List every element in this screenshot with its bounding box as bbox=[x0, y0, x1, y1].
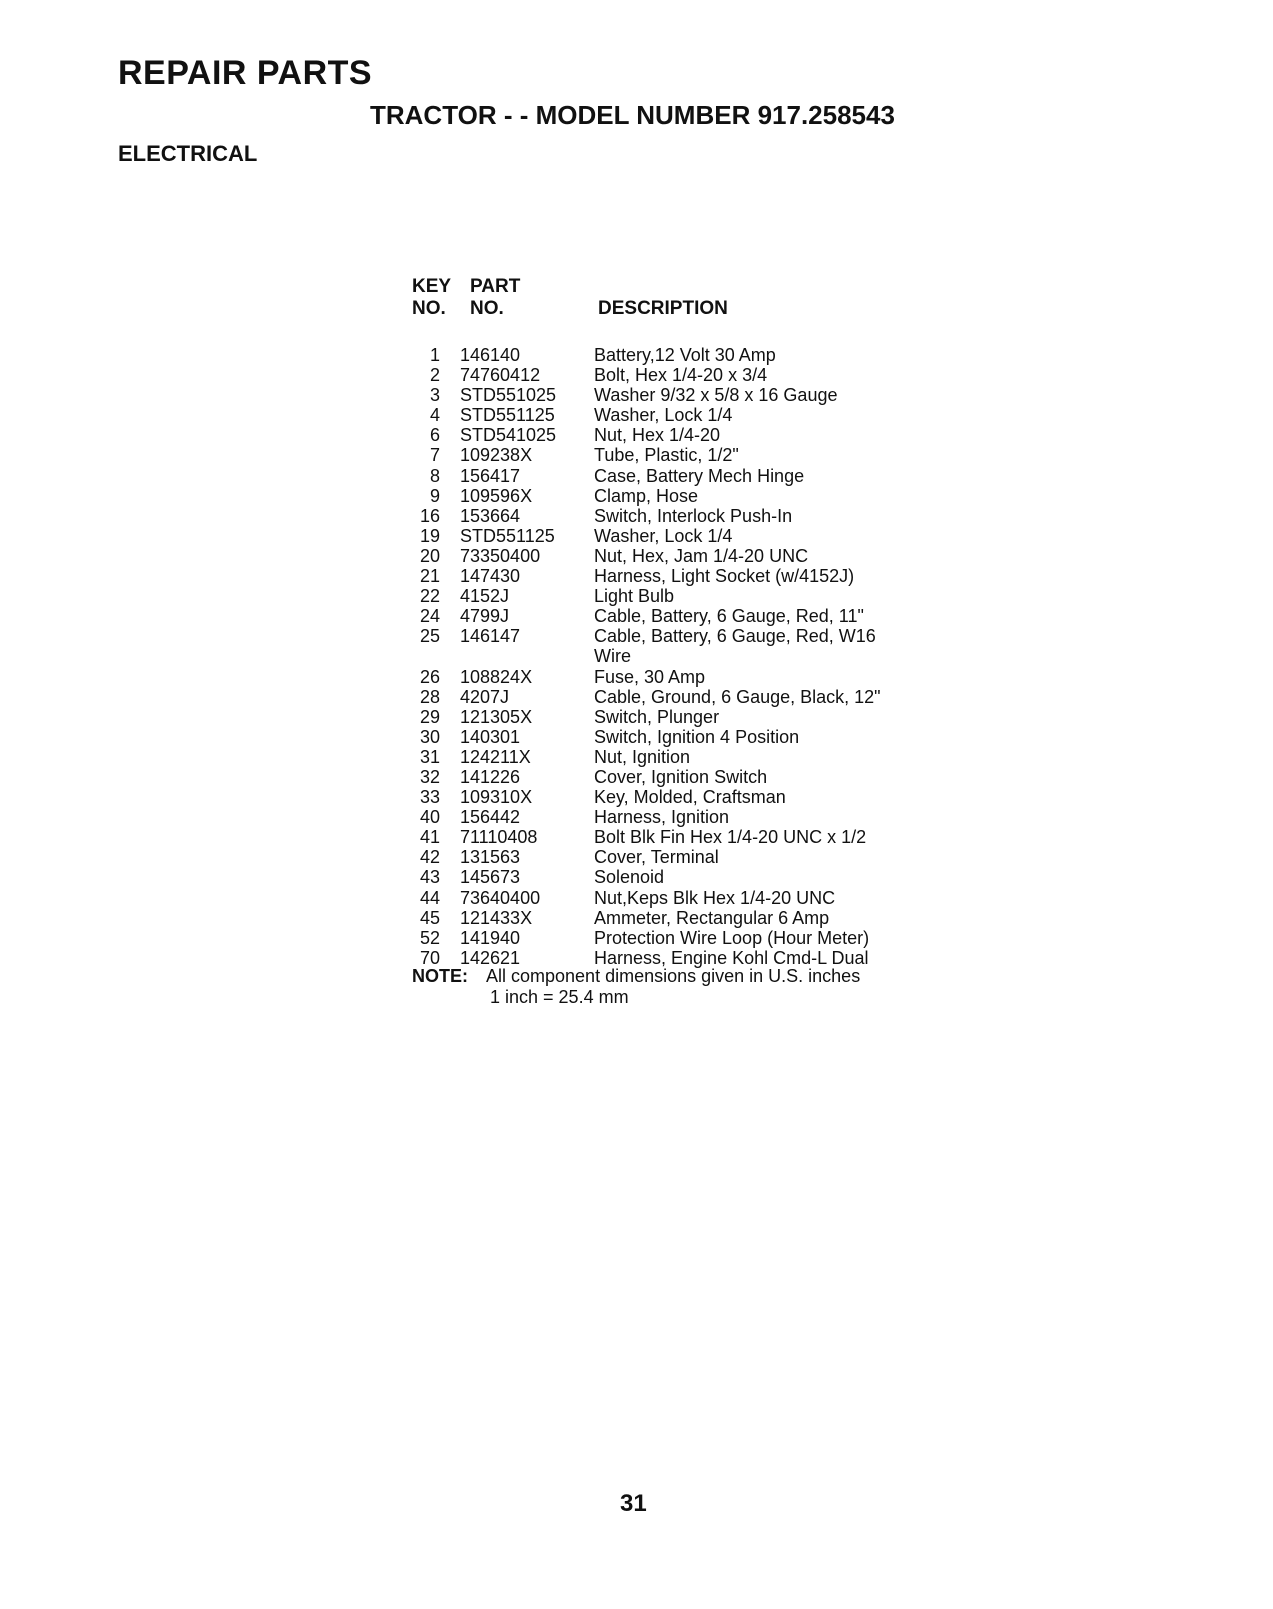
part-description: Washer, Lock 1/4 bbox=[594, 405, 733, 426]
part-number: 124211X bbox=[460, 746, 531, 767]
key-number: 26 bbox=[419, 666, 440, 687]
parts-row bbox=[400, 586, 1020, 606]
part-description: Switch, Interlock Push-In bbox=[594, 505, 793, 526]
part-description: Fuse, 30 Amp bbox=[594, 666, 706, 687]
key-number: 33 bbox=[419, 787, 440, 808]
part-description: Protection Wire Loop (Hour Meter) bbox=[594, 927, 870, 948]
note-line-1: All component dimensions given in U.S. inches bbox=[486, 966, 861, 986]
key-number: 40 bbox=[419, 807, 440, 828]
key-header-line-1: KEY bbox=[412, 276, 452, 297]
part-number: 140301 bbox=[460, 726, 521, 747]
part-number: 156417 bbox=[460, 465, 521, 486]
parts-row bbox=[400, 888, 1020, 908]
parts-row bbox=[400, 747, 1020, 767]
parts-row bbox=[400, 626, 1020, 666]
key-number: 41 bbox=[419, 827, 440, 848]
parts-row bbox=[400, 546, 1020, 566]
part-number: STD551025 bbox=[460, 385, 557, 406]
part-description: Harness, Engine Kohl Cmd-L Dual bbox=[594, 947, 869, 968]
part-description: Nut, Hex, Jam 1/4-20 UNC bbox=[594, 545, 809, 566]
part-number: 73350400 bbox=[460, 545, 541, 566]
part-number: 142621 bbox=[460, 947, 521, 968]
part-description: Solenoid bbox=[594, 867, 665, 888]
key-number: 43 bbox=[419, 867, 440, 888]
part-header-line-1: PART bbox=[470, 276, 521, 297]
part-description: Clamp, Hose bbox=[594, 485, 699, 506]
part-description: Cable, Battery, 6 Gauge, Red, 11" bbox=[594, 606, 864, 627]
key-number: 6 bbox=[429, 425, 440, 446]
parts-row bbox=[400, 867, 1020, 887]
part-description: Cable, Ground, 6 Gauge, Black, 12" bbox=[594, 686, 881, 707]
parts-row bbox=[400, 405, 1020, 425]
parts-row bbox=[400, 787, 1020, 807]
part-number: 109596X bbox=[460, 485, 533, 506]
key-number: 25 bbox=[419, 626, 440, 647]
parts-row bbox=[400, 807, 1020, 827]
key-number: 42 bbox=[419, 847, 440, 868]
part-header-line-2: NO. bbox=[470, 298, 504, 319]
parts-row bbox=[400, 486, 1020, 506]
key-number: 30 bbox=[419, 726, 440, 747]
key-number: 19 bbox=[419, 525, 440, 546]
key-number: 29 bbox=[419, 706, 440, 727]
key-number: 2 bbox=[429, 365, 440, 386]
key-number: 22 bbox=[419, 586, 440, 607]
part-number: 145673 bbox=[460, 867, 521, 888]
part-number: STD551125 bbox=[460, 405, 555, 426]
key-number: 9 bbox=[429, 485, 440, 506]
part-number: 4207J bbox=[460, 686, 510, 707]
part-description: Key, Molded, Craftsman bbox=[594, 787, 786, 808]
part-description: Tube, Plastic, 1/2" bbox=[594, 445, 739, 466]
parts-row bbox=[400, 667, 1020, 687]
parts-row bbox=[400, 385, 1020, 405]
key-number: 4 bbox=[429, 405, 440, 426]
key-number: 7 bbox=[429, 445, 440, 466]
parts-row bbox=[400, 425, 1020, 445]
part-description: Nut, Ignition bbox=[594, 746, 691, 767]
key-header-line-2: NO. bbox=[412, 298, 446, 319]
part-number: 73640400 bbox=[460, 887, 541, 908]
part-number: 71110408 bbox=[460, 827, 538, 848]
page-title: REPAIR PARTS bbox=[118, 54, 373, 92]
part-number: 121305X bbox=[460, 706, 533, 727]
part-number: 109310X bbox=[460, 787, 533, 808]
part-number: 156442 bbox=[460, 807, 521, 828]
part-description: Washer, Lock 1/4 bbox=[594, 525, 733, 546]
key-number-header bbox=[412, 276, 462, 320]
part-description: Nut,Keps Blk Hex 1/4-20 UNC bbox=[594, 887, 836, 908]
part-description: Harness, Light Socket (w/4152J) bbox=[594, 566, 855, 587]
parts-row bbox=[400, 767, 1020, 787]
part-description: Nut, Hex 1/4-20 bbox=[594, 425, 721, 446]
part-description: Cable, Battery, 6 Gauge, Red, W16 Wire bbox=[594, 626, 876, 667]
parts-row bbox=[400, 928, 1020, 948]
key-number: 32 bbox=[419, 766, 440, 787]
parts-row bbox=[400, 727, 1020, 747]
part-description: Switch, Ignition 4 Position bbox=[594, 726, 800, 747]
key-number: 1 bbox=[429, 345, 440, 365]
part-number: 153664 bbox=[460, 505, 521, 526]
key-number: 8 bbox=[429, 465, 440, 486]
dimension-note bbox=[412, 966, 860, 1008]
part-number: 4152J bbox=[460, 586, 510, 607]
note-line-2: 1 inch = 25.4 mm bbox=[490, 987, 629, 1007]
page-number: 31 bbox=[620, 1490, 647, 1517]
key-number: 28 bbox=[419, 686, 440, 707]
part-number: 131563 bbox=[460, 847, 521, 868]
part-description: Switch, Plunger bbox=[594, 706, 720, 727]
part-number: 146140 bbox=[460, 345, 521, 365]
part-description: Ammeter, Rectangular 6 Amp bbox=[594, 907, 830, 928]
section-heading: ELECTRICAL bbox=[118, 141, 258, 166]
part-description: Battery,12 Volt 30 Amp bbox=[594, 345, 776, 365]
note-label: NOTE: bbox=[412, 966, 468, 986]
part-number: 108824X bbox=[460, 666, 533, 687]
parts-row bbox=[400, 506, 1020, 526]
key-number: 16 bbox=[419, 505, 440, 526]
model-subtitle: TRACTOR - - MODEL NUMBER 917.258543 bbox=[370, 100, 895, 130]
parts-row bbox=[400, 948, 1020, 968]
part-number: STD541025 bbox=[460, 425, 557, 446]
parts-row bbox=[400, 466, 1020, 486]
part-number: 109238X bbox=[460, 445, 533, 466]
part-number: 4799J bbox=[460, 606, 510, 627]
key-number: 21 bbox=[419, 566, 440, 587]
note-text bbox=[486, 966, 860, 1008]
part-number: 146147 bbox=[460, 626, 521, 647]
description-header: DESCRIPTION bbox=[598, 298, 728, 319]
parts-row bbox=[400, 526, 1020, 546]
part-number: 74760412 bbox=[460, 365, 541, 386]
parts-row bbox=[400, 606, 1020, 626]
part-number: STD551125 bbox=[460, 525, 555, 546]
part-number-header bbox=[470, 276, 560, 320]
key-number: 20 bbox=[419, 545, 440, 566]
parts-row bbox=[400, 365, 1020, 385]
part-description: Harness, Ignition bbox=[594, 807, 730, 828]
key-number: 44 bbox=[419, 887, 440, 908]
key-number: 52 bbox=[419, 927, 440, 948]
part-description: Case, Battery Mech Hinge bbox=[594, 465, 805, 486]
parts-row bbox=[400, 445, 1020, 465]
key-number: 31 bbox=[419, 746, 440, 767]
part-description: Bolt, Hex 1/4-20 x 3/4 bbox=[594, 365, 768, 386]
part-number: 141226 bbox=[460, 766, 521, 787]
parts-row bbox=[400, 908, 1020, 928]
key-number: 24 bbox=[419, 606, 440, 627]
part-description: Washer 9/32 x 5/8 x 16 Gauge bbox=[594, 385, 838, 406]
parts-row bbox=[400, 707, 1020, 727]
parts-row bbox=[400, 566, 1020, 586]
part-number: 147430 bbox=[460, 566, 521, 587]
parts-row bbox=[400, 687, 1020, 707]
part-description: Bolt Blk Fin Hex 1/4-20 UNC x 1/2 bbox=[594, 827, 867, 848]
part-number: 141940 bbox=[460, 927, 521, 948]
parts-row bbox=[400, 345, 1020, 365]
parts-row bbox=[400, 827, 1020, 847]
part-description: Cover, Ignition Switch bbox=[594, 766, 768, 787]
parts-list bbox=[400, 345, 1020, 968]
parts-row bbox=[400, 847, 1020, 867]
part-description: Cover, Terminal bbox=[594, 847, 719, 868]
key-number: 3 bbox=[429, 385, 440, 406]
part-description: Light Bulb bbox=[594, 586, 675, 607]
key-number: 70 bbox=[419, 947, 440, 968]
part-number: 121433X bbox=[460, 907, 533, 928]
key-number: 45 bbox=[419, 907, 440, 928]
